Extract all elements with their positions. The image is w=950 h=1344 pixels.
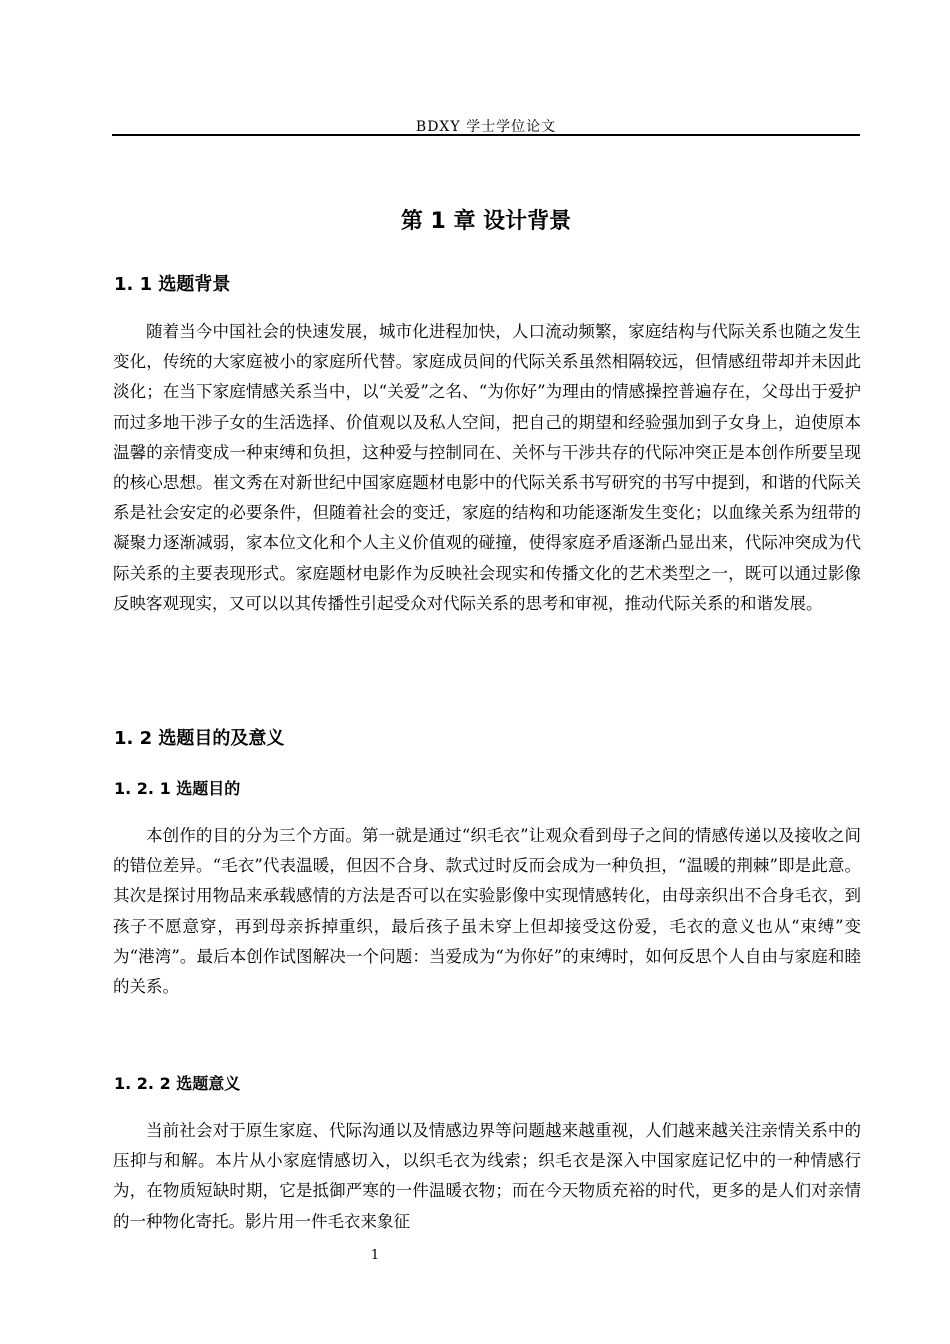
section-heading-1-1: 1. 1 选题背景	[114, 274, 231, 295]
running-header: BDXY 学士学位论文	[415, 119, 557, 135]
section-heading-1-2-2: 1. 2. 2 选题意义	[114, 1074, 241, 1093]
section-body-1-2-2: 当前社会对于原生家庭、代际沟通以及情感边界等问题越来越重视，人们越来越关注亲情关系中的压抑与和解。本片从小家庭情感切入，以织毛衣为线索；织毛衣是深入中国家庭记忆中的一种情感行为，在物质短缺时期，它是抵御严寒的一件温暖衣物；而在今天物质充裕的时代，更多的是人们对亲情的一种物化寄托。影片用一件毛衣来象征	[113, 1121, 861, 1231]
section-heading-1-2-1: 1. 2. 1 选题目的	[114, 779, 241, 798]
chapter-title: 第 1 章 设计背景	[400, 209, 572, 234]
section-body-1-1: 随着当今中国社会的快速发展，城市化进程加快，人口流动频繁，家庭结构与代际关系也随之发生变化，传统的大家庭被小的家庭所代替。家庭成员间的代际关系虽然相隔较远，但情感纽带却并未因此淡化；在当下家庭情感关系当中，以“关爱”之名、“为你好”为理由的情感操控普遍存在，父母出于爱护而过多地干涉子女的生活选择、价值观以及私人空间，把自己的期望和经验强加到子女身上，迫使原本温馨的亲情变成一种束缚和负担，这种爱与控制同在、关怀与干涉共存的代际冲突正是本创作所要呈现的核心思想。崔文秀在对新世纪中国家庭题材电影中的代际关系书写研究的书写中提到，和谐的代际关系是社会安定的必要条件，但随着社会的变迁，家庭的结构和功能逐渐发生变化；以血缘关系为纽带的凝聚力逐渐减弱，家本位文化和个人主义价值观的碰撞，使得家庭矛盾逐渐凸显出来，代际冲突成为代际关系的主要表现形式。家庭题材电影作为反映社会现实和传播文化的艺术类型之一，既可以通过影像反映客观现实，又可以以其传播性引起受众对代际关系的思考和审视，推动代际关系的和谐发展。	[113, 322, 861, 613]
section-body-1-2-1: 本创作的目的分为三个方面。第一就是通过“织毛衣”让观众看到母子之间的情感传递以及接收之间的错位差异。“毛衣”代表温暖，但因不合身、款式过时反而会成为一种负担，“温暖的荆棘”即是此意。其次是探讨用物品来承载感情的方法是否可以在实验影像中实现情感转化，由母亲织出不合身毛衣，到孩子不愿意穿，再到母亲拆掉重织，最后孩子虽未穿上但却接受这份爱，毛衣的意义也从“束缚”变为“港湾”。最后本创作试图解决一个问题：当爱成为“为你好”的束缚时，如何反思个人自由与家庭和睦的关系。	[113, 826, 861, 997]
page-number: 1	[370, 1248, 380, 1263]
section-heading-1-2: 1. 2 选题目的及意义	[114, 728, 285, 749]
header-divider	[112, 134, 860, 136]
